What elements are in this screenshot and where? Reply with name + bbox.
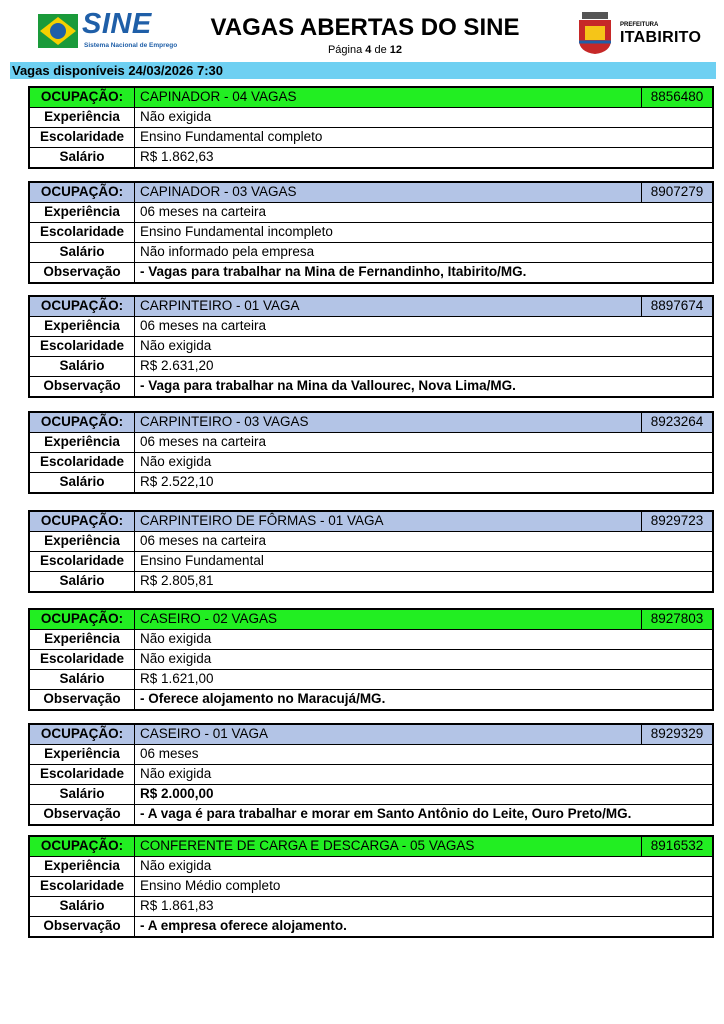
experience-label: Experiência bbox=[30, 108, 135, 127]
job-card bbox=[28, 181, 714, 284]
salary-value: R$ 2.000,00 bbox=[140, 786, 214, 801]
occupation-value: CASEIRO - 02 VAGAS bbox=[140, 611, 278, 626]
salary-value: R$ 1.861,83 bbox=[140, 898, 214, 913]
page-total: 12 bbox=[389, 44, 403, 56]
job-note-row bbox=[30, 689, 712, 709]
job-note-row bbox=[30, 376, 712, 396]
job-salary-row bbox=[30, 571, 712, 591]
salary-value: Não informado pela empresa bbox=[140, 244, 315, 259]
job-salary-row bbox=[30, 147, 712, 167]
job-card bbox=[28, 723, 714, 826]
page-title: VAGAS ABERTAS DO SINE bbox=[210, 14, 520, 41]
experience-value: Não exigida bbox=[140, 631, 212, 646]
job-header-row bbox=[30, 183, 712, 202]
job-education-row bbox=[30, 452, 712, 472]
job-code: 8907279 bbox=[641, 183, 712, 202]
job-header-row bbox=[30, 413, 712, 432]
salary-label: Salário bbox=[30, 785, 135, 804]
occupation-value: CAPINADOR - 03 VAGAS bbox=[140, 184, 297, 199]
occupation-value: CARPINTEIRO - 01 VAGA bbox=[140, 298, 300, 313]
job-salary-row bbox=[30, 242, 712, 262]
job-note-row bbox=[30, 262, 712, 282]
job-code: 8929723 bbox=[641, 512, 712, 531]
occupation-label: OCUPAÇÃO: bbox=[30, 610, 135, 629]
page-word: Página bbox=[327, 44, 363, 56]
job-experience-row bbox=[30, 531, 712, 551]
occupation-label: OCUPAÇÃO: bbox=[30, 297, 135, 316]
experience-label: Experiência bbox=[30, 433, 135, 452]
salary-label: Salário bbox=[30, 357, 135, 376]
job-note-row bbox=[30, 916, 712, 936]
education-label: Escolaridade bbox=[30, 765, 135, 784]
sine-logo-subtitle: Sistema Nacional de Emprego bbox=[84, 42, 178, 49]
job-card bbox=[28, 608, 714, 711]
experience-value: 06 meses na carteira bbox=[140, 533, 267, 548]
experience-label: Experiência bbox=[30, 532, 135, 551]
occupation-value: CONFERENTE DE CARGA E DESCARGA - 05 VAGAS bbox=[140, 838, 475, 853]
sine-logo-text: SINE bbox=[82, 8, 152, 40]
city-crest-icon bbox=[576, 12, 614, 54]
job-experience-row bbox=[30, 744, 712, 764]
job-experience-row bbox=[30, 107, 712, 127]
page-of: de bbox=[374, 44, 387, 56]
job-code: 8916532 bbox=[641, 837, 712, 856]
sine-logo bbox=[38, 8, 178, 52]
education-label: Escolaridade bbox=[30, 128, 135, 147]
sine-flag-icon bbox=[38, 14, 78, 48]
job-education-row bbox=[30, 336, 712, 356]
occupation-value: CARPINTEIRO - 03 VAGAS bbox=[140, 414, 309, 429]
occupation-label: OCUPAÇÃO: bbox=[30, 837, 135, 856]
education-label: Escolaridade bbox=[30, 650, 135, 669]
salary-label: Salário bbox=[30, 148, 135, 167]
job-header-row bbox=[30, 512, 712, 531]
city-prefix: PREFEITURA bbox=[620, 22, 659, 28]
city-name: ITABIRITO bbox=[620, 29, 702, 46]
job-education-row bbox=[30, 764, 712, 784]
education-value: Ensino Fundamental completo bbox=[140, 129, 323, 144]
education-value: Não exigida bbox=[140, 454, 212, 469]
job-education-row bbox=[30, 649, 712, 669]
itabirito-logo bbox=[572, 12, 702, 54]
note-label: Observação bbox=[30, 263, 135, 282]
note-value: - A vaga é para trabalhar e morar em Santo Antônio do Leite, Ouro Preto/MG. bbox=[140, 806, 632, 821]
job-code: 8923264 bbox=[641, 413, 712, 432]
experience-value: Não exigida bbox=[140, 109, 212, 124]
experience-label: Experiência bbox=[30, 317, 135, 336]
salary-value: R$ 2.631,20 bbox=[140, 358, 214, 373]
job-code: 8927803 bbox=[641, 610, 712, 629]
job-experience-row bbox=[30, 629, 712, 649]
education-label: Escolaridade bbox=[30, 552, 135, 571]
education-label: Escolaridade bbox=[30, 877, 135, 896]
job-header-row bbox=[30, 725, 712, 744]
occupation-value: CARPINTEIRO DE FÔRMAS - 01 VAGA bbox=[140, 513, 384, 528]
note-label: Observação bbox=[30, 917, 135, 936]
occupation-label: OCUPAÇÃO: bbox=[30, 183, 135, 202]
education-value: Não exigida bbox=[140, 338, 212, 353]
page-number: 4 bbox=[365, 44, 372, 56]
job-salary-row bbox=[30, 896, 712, 916]
experience-label: Experiência bbox=[30, 745, 135, 764]
job-education-row bbox=[30, 551, 712, 571]
experience-label: Experiência bbox=[30, 203, 135, 222]
experience-value: 06 meses na carteira bbox=[140, 434, 267, 449]
occupation-label: OCUPAÇÃO: bbox=[30, 725, 135, 744]
experience-label: Experiência bbox=[30, 630, 135, 649]
experience-value: 06 meses bbox=[140, 746, 199, 761]
note-label: Observação bbox=[30, 377, 135, 396]
experience-value: 06 meses na carteira bbox=[140, 318, 267, 333]
salary-label: Salário bbox=[30, 897, 135, 916]
job-note-row bbox=[30, 804, 712, 824]
job-card bbox=[28, 411, 714, 494]
job-experience-row bbox=[30, 432, 712, 452]
job-card bbox=[28, 86, 714, 169]
note-value: - Vaga para trabalhar na Mina da Vallourec, Nova Lima/MG. bbox=[140, 378, 516, 393]
education-label: Escolaridade bbox=[30, 223, 135, 242]
occupation-value: CASEIRO - 01 VAGA bbox=[140, 726, 269, 741]
job-education-row bbox=[30, 127, 712, 147]
job-code: 8897674 bbox=[641, 297, 712, 316]
job-code: 8929329 bbox=[641, 725, 712, 744]
page-indicator bbox=[190, 44, 540, 56]
job-salary-row bbox=[30, 784, 712, 804]
experience-label: Experiência bbox=[30, 857, 135, 876]
job-header-row bbox=[30, 610, 712, 629]
salary-label: Salário bbox=[30, 473, 135, 492]
education-label: Escolaridade bbox=[30, 337, 135, 356]
job-education-row bbox=[30, 876, 712, 896]
note-label: Observação bbox=[30, 805, 135, 824]
education-label: Escolaridade bbox=[30, 453, 135, 472]
note-value: - Oferece alojamento no Maracujá/MG. bbox=[140, 691, 386, 706]
job-experience-row bbox=[30, 856, 712, 876]
job-card bbox=[28, 835, 714, 938]
job-header-row bbox=[30, 88, 712, 107]
education-value: Ensino Médio completo bbox=[140, 878, 281, 893]
experience-value: Não exigida bbox=[140, 858, 212, 873]
salary-label: Salário bbox=[30, 243, 135, 262]
education-value: Não exigida bbox=[140, 651, 212, 666]
job-experience-row bbox=[30, 316, 712, 336]
job-salary-row bbox=[30, 472, 712, 492]
education-value: Ensino Fundamental incompleto bbox=[140, 224, 333, 239]
note-value: - Vagas para trabalhar na Mina de Fernandinho, Itabirito/MG. bbox=[140, 264, 527, 279]
job-card bbox=[28, 510, 714, 593]
experience-value: 06 meses na carteira bbox=[140, 204, 267, 219]
salary-value: R$ 1.862,63 bbox=[140, 149, 214, 164]
note-label: Observação bbox=[30, 690, 135, 709]
job-code: 8856480 bbox=[641, 88, 712, 107]
job-header-row bbox=[30, 837, 712, 856]
salary-value: R$ 1.621,00 bbox=[140, 671, 214, 686]
job-experience-row bbox=[30, 202, 712, 222]
job-salary-row bbox=[30, 356, 712, 376]
salary-value: R$ 2.805,81 bbox=[140, 573, 214, 588]
job-education-row bbox=[30, 222, 712, 242]
job-salary-row bbox=[30, 669, 712, 689]
education-value: Ensino Fundamental bbox=[140, 553, 264, 568]
salary-label: Salário bbox=[30, 670, 135, 689]
occupation-value: CAPINADOR - 04 VAGAS bbox=[140, 89, 297, 104]
job-card bbox=[28, 295, 714, 398]
occupation-label: OCUPAÇÃO: bbox=[30, 88, 135, 107]
occupation-label: OCUPAÇÃO: bbox=[30, 512, 135, 531]
job-header-row bbox=[30, 297, 712, 316]
education-value: Não exigida bbox=[140, 766, 212, 781]
salary-value: R$ 2.522,10 bbox=[140, 474, 214, 489]
note-value: - A empresa oferece alojamento. bbox=[140, 918, 347, 933]
salary-label: Salário bbox=[30, 572, 135, 591]
occupation-label: OCUPAÇÃO: bbox=[30, 413, 135, 432]
page-header bbox=[0, 0, 724, 62]
availability-banner: Vagas disponíveis 24/03/2026 7:30 bbox=[10, 62, 716, 79]
